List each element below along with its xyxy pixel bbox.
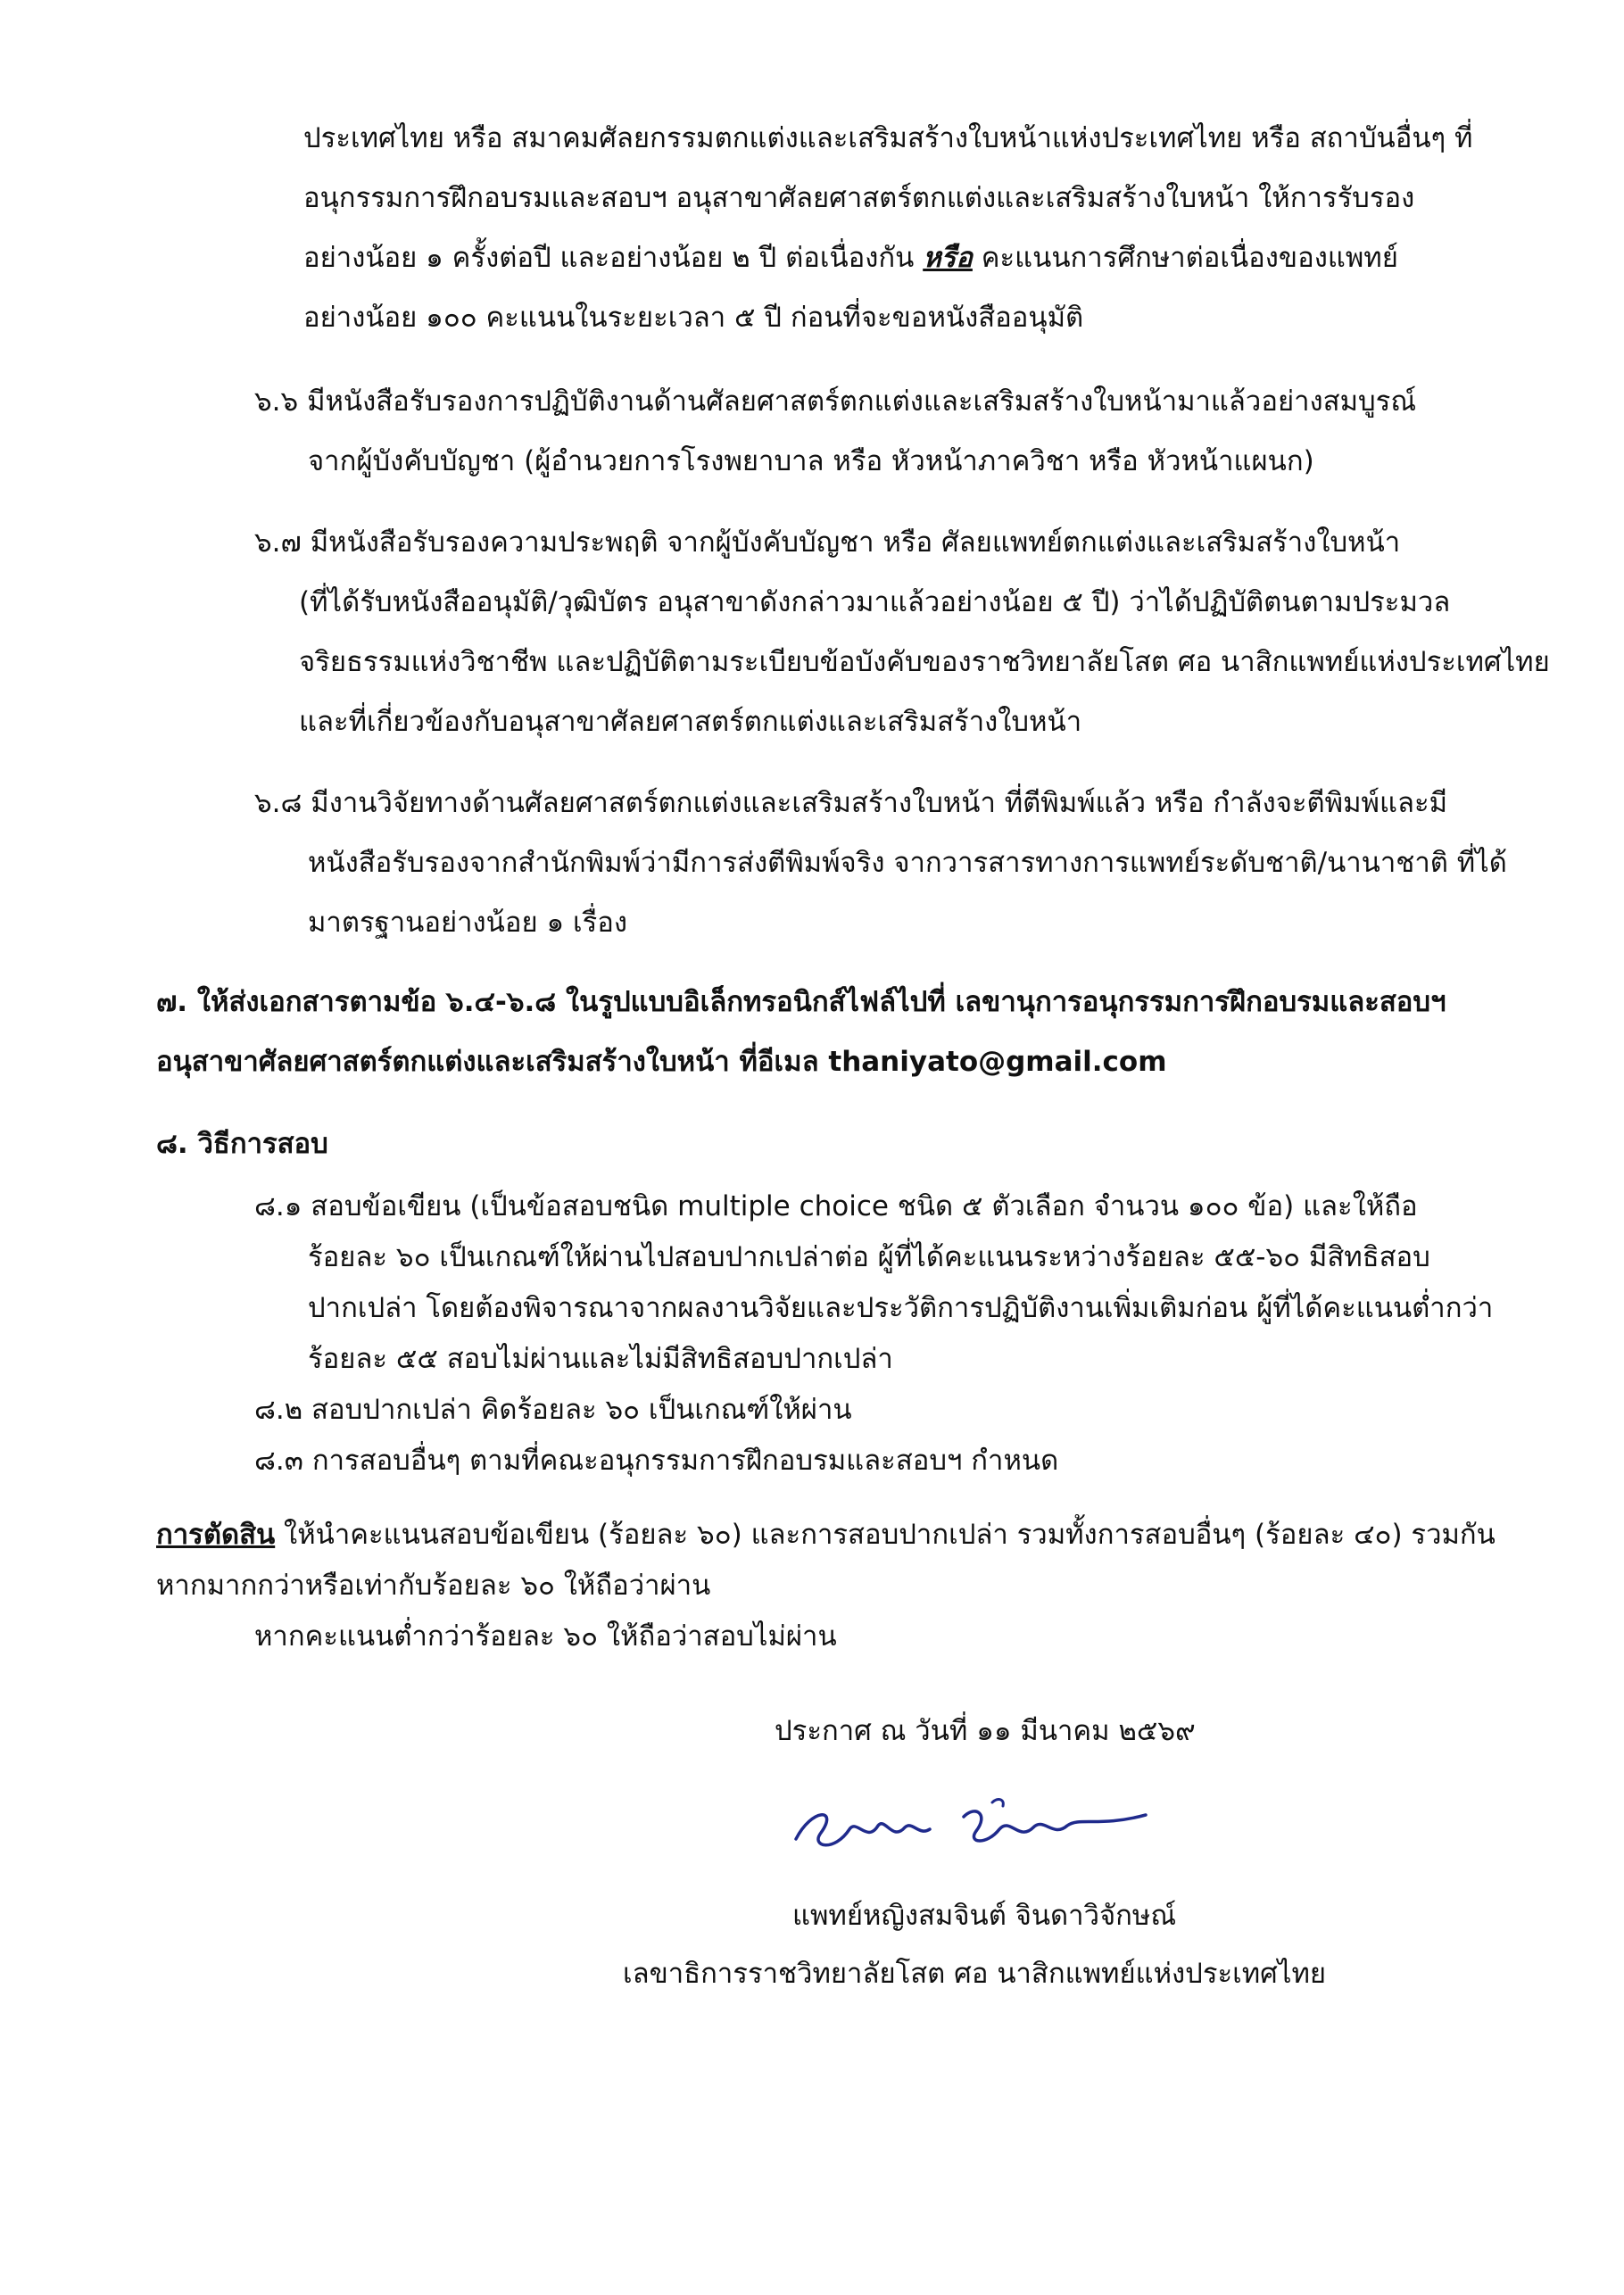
s68-line-3: มาตรฐานอย่างน้อย ๑ เรื่อง <box>308 907 628 939</box>
signature <box>785 1790 1160 1870</box>
s66-line-2: จากผู้บังคับบัญชา (ผู้อำนวยการโรงพยาบาล หรือ หัวหน้าภาควิชา หรือ หัวหน้าแผนก) <box>308 445 1314 477</box>
signer-name: แพทย์หญิงสมจินต์ จินดาวิจักษณ์ <box>792 1900 1177 1932</box>
s7-line-1: ๗. ให้ส่งเอกสารตามข้อ ๖.๔-๖.๘ ในรูปแบบอิเล็กทรอนิกส์ไฟล์ไปที่ เลขานุการอนุกรรมการฝึกอบรมและสอบฯ <box>156 986 1446 1018</box>
signature-graphic <box>785 1790 1160 1870</box>
s67-line-3: จริยธรรมแห่งวิชาชีพ และปฏิบัติตามระเบียบข้อบังคับของราชวิทยาลัยโสต ศอ นาสิกแพทย์แห่งประเทศไทย <box>299 646 1550 678</box>
s67-line-2: (ที่ได้รับหนังสืออนุมัติ/วุฒิบัตร อนุสาขาดังกล่าวมาแล้วอย่างน้อย ๕ ปี) ว่าได้ปฏิบัติตนตามประมวล <box>299 586 1451 618</box>
s65-line-3b: คะแนนการศึกษาต่อเนื่องของแพทย์ <box>972 242 1398 274</box>
s7-line-2: อนุสาขาศัลยศาสตร์ตกแต่งและเสริมสร้างใบหน้า ที่อีเมล thaniyato@gmail.com <box>156 1046 1167 1078</box>
decision-line-3: หากคะแนนต่ำกว่าร้อยละ ๖๐ ให้ถือว่าสอบไม่ผ่าน <box>254 1620 837 1653</box>
s65-line-3 <box>303 240 1398 276</box>
s8-heading: ๘. วิธีการสอบ <box>156 1128 328 1160</box>
signer-title: เลขาธิการราชวิทยาลัยโสต ศอ นาสิกแพทย์แห่งประเทศไทย <box>623 1958 1327 1990</box>
s65-line-3a: อย่างน้อย ๑ ครั้งต่อปี และอย่างน้อย ๒ ปี ต่อเนื่องกัน <box>303 242 924 274</box>
s82-line: ๘.๒ สอบปากเปล่า คิดร้อยละ ๖๐ เป็นเกณฑ์ให้ผ่าน <box>254 1394 852 1426</box>
s67-line-1: ๖.๗ มีหนังสือรับรองความประพฤติ จากผู้บังคับบัญชา หรือ ศัลยแพทย์ตกแต่งและเสริมสร้างใบหน้า <box>254 526 1401 559</box>
announcement-date: ประกาศ ณ วันที่ ๑๑ มีนาคม ๒๕๖๙ <box>775 1715 1196 1747</box>
s81-line-4: ร้อยละ ๕๕ สอบไม่ผ่านและไม่มีสิทธิสอบปากเปล่า <box>308 1343 893 1375</box>
decision-label: การตัดสิน <box>156 1519 276 1551</box>
s68-line-2: หนังสือรับรองจากสำนักพิมพ์ว่ามีการส่งตีพิมพ์จริง จากวารสารทางการแพทย์ระดับชาติ/นานาชาติ ที่ได้ <box>308 847 1507 879</box>
s65-line-1: ประเทศไทย หรือ สมาคมศัลยกรรมตกแต่งและเสริมสร้างใบหน้าแห่งประเทศไทย หรือ สถาบันอื่นๆ ที่ <box>303 122 1473 154</box>
emphasis-or: หรือ <box>923 242 973 274</box>
decision-line-2: หากมากกว่าหรือเท่ากับร้อยละ ๖๐ ให้ถือว่าผ่าน <box>156 1570 711 1602</box>
s66-line-1: ๖.๖ มีหนังสือรับรองการปฏิบัติงานด้านศัลยศาสตร์ตกแต่งและเสริมสร้างใบหน้ามาแล้วอย่างสมบูรณ์ <box>254 385 1417 418</box>
s65-line-2: อนุกรรมการฝึกอบรมและสอบฯ อนุสาขาศัลยศาสตร์ตกแต่งและเสริมสร้างใบหน้า ให้การรับรอง <box>303 182 1415 214</box>
s81-line-2: ร้อยละ ๖๐ เป็นเกณฑ์ให้ผ่านไปสอบปากเปล่าต่อ ผู้ที่ได้คะแนนระหว่างร้อยละ ๕๕-๖๐ มีสิทธิสอบ <box>308 1241 1430 1273</box>
s81-line-3: ปากเปล่า โดยต้องพิจารณาจากผลงานวิจัยและประวัติการปฏิบัติงานเพิ่มเติมก่อน ผู้ที่ได้คะแนนต่ำกว่า <box>308 1292 1494 1324</box>
s83-line: ๘.๓ การสอบอื่นๆ ตามที่คณะอนุกรรมการฝึกอบรมและสอบฯ กำหนด <box>254 1445 1059 1477</box>
signature-text: สมจินต์ จินดาวิจักษณ์ <box>857 1867 866 1868</box>
s65-line-4: อย่างน้อย ๑๐๐ คะแนนในระยะเวลา ๕ ปี ก่อนที่จะขอหนังสืออนุมัติ <box>303 302 1084 334</box>
s81-line-1: ๘.๑ สอบข้อเขียน (เป็นข้อสอบชนิด multiple choice ชนิด ๕ ตัวเลือก จำนวน ๑๐๐ ข้อ) และให้ถือ <box>254 1190 1418 1222</box>
decision-line-1 <box>156 1517 1496 1553</box>
decision-line-1-rest: ให้นำคะแนนสอบข้อเขียน (ร้อยละ ๖๐) และการสอบปากเปล่า รวมทั้งการสอบอื่นๆ (ร้อยละ ๔๐) รวมกัน <box>275 1519 1496 1551</box>
s67-line-4: และที่เกี่ยวข้องกับอนุสาขาศัลยศาสตร์ตกแต่งและเสริมสร้างใบหน้า <box>299 706 1082 738</box>
s68-line-1: ๖.๘ มีงานวิจัยทางด้านศัลยศาสตร์ตกแต่งและเสริมสร้างใบหน้า ที่ตีพิมพ์แล้ว หรือ กำลังจะตีพิมพ์และมี <box>254 787 1448 819</box>
